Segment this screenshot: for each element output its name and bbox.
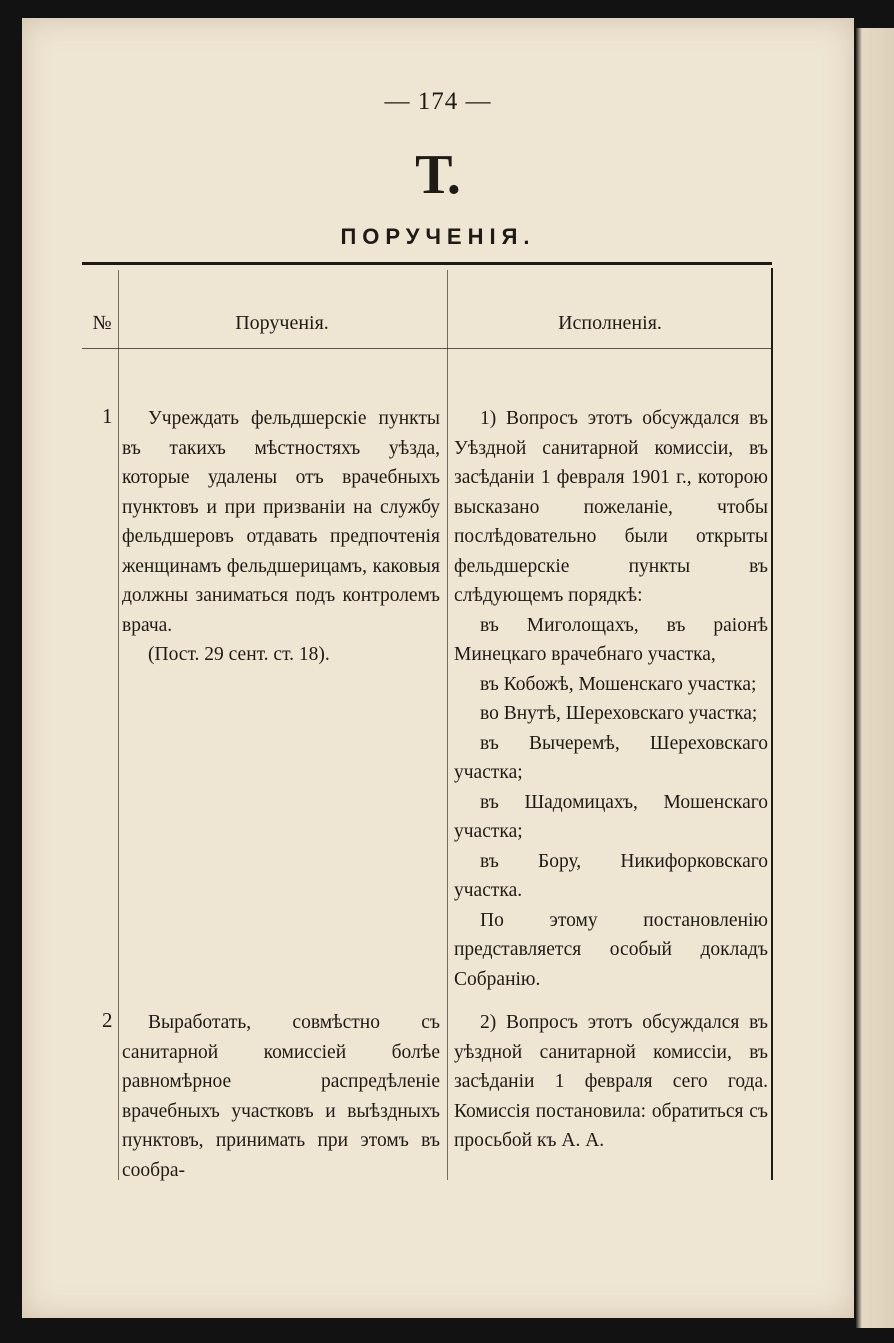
table-header-rule [82,348,772,349]
execution-item: въ Кобожѣ, Мошенскаго участка; [480,673,757,695]
execution-item: въ Миголощахъ, въ раіонѣ Минецкаго врачебнаго участка, [454,614,768,665]
row-2-number: 2 [102,1008,113,1032]
header-number: № [92,312,112,334]
row-1-order [122,404,440,670]
next-page-edge [856,28,894,1328]
table-top-rule [82,262,772,265]
row-1-number: 1 [102,404,113,428]
row-2-execution [454,1008,768,1156]
row-2-execution-intro: 2) Вопросъ этотъ обсуждался въ уѣздной санитарной комиссіи, въ засѣданіи 1 февраля сего года. Комиссія постановила: обратиться съ просьбой къ А. А. [454,1012,768,1151]
execution-item: въ Бору, Никифорковскаго участка. [454,850,768,901]
table-right-rule [771,268,773,1180]
header-executions: Исполненія. [558,312,662,334]
section-title: ПОРУЧЕНІЯ. [340,224,536,249]
row-1-execution-intro: 1) Вопросъ этотъ обсуждался въ Уѣздной санитарной комиссіи, въ засѣданіи 1 февраля 1901 г., которою высказано пожеланіе, чтобы послѣдовательно были открыты фельдшерскіе пункты въ слѣдующемъ порядкѣ: [454,408,768,606]
header-orders: Порученія. [235,312,329,334]
page-number: — 174 — [384,88,492,115]
section-letter: Т. [415,144,461,206]
row-1-order-text: Учреждать фельдшерскіе пункты въ такихъ мѣстностяхъ уѣзда, которые удалены отъ врачебныхъ пунктовъ и при призваніи на службу фельдшеровъ отдавать предпочтенія женщинамъ фельдшерицамъ, каковыя должны заниматься подъ контролемъ врача. [122,408,440,636]
row-2-order [122,1008,440,1185]
column-divider-2 [447,270,448,1180]
document-page [22,18,854,1318]
execution-item: во Внутѣ, Шереховскаго участка; [480,703,758,724]
row-2-order-text: Выработать, совмѣстно съ санитарной комиссіей болѣе равномѣрное распредѣленіе врачебныхъ участковъ и выѣздныхъ пунктовъ, принимать при этомъ въ сообра- [122,1012,440,1181]
execution-item: въ Шадомицахъ, Мошенскаго участка; [454,791,768,842]
row-1-execution [454,404,768,994]
row-1-execution-outro: По этому постановленію представляется особый докладъ Собранію. [454,909,768,990]
column-divider-1 [118,270,119,1180]
row-1-order-ref: (Пост. 29 сент. ст. 18). [148,644,330,665]
execution-item: въ Вычеремѣ, Шереховскаго участка; [454,732,768,783]
